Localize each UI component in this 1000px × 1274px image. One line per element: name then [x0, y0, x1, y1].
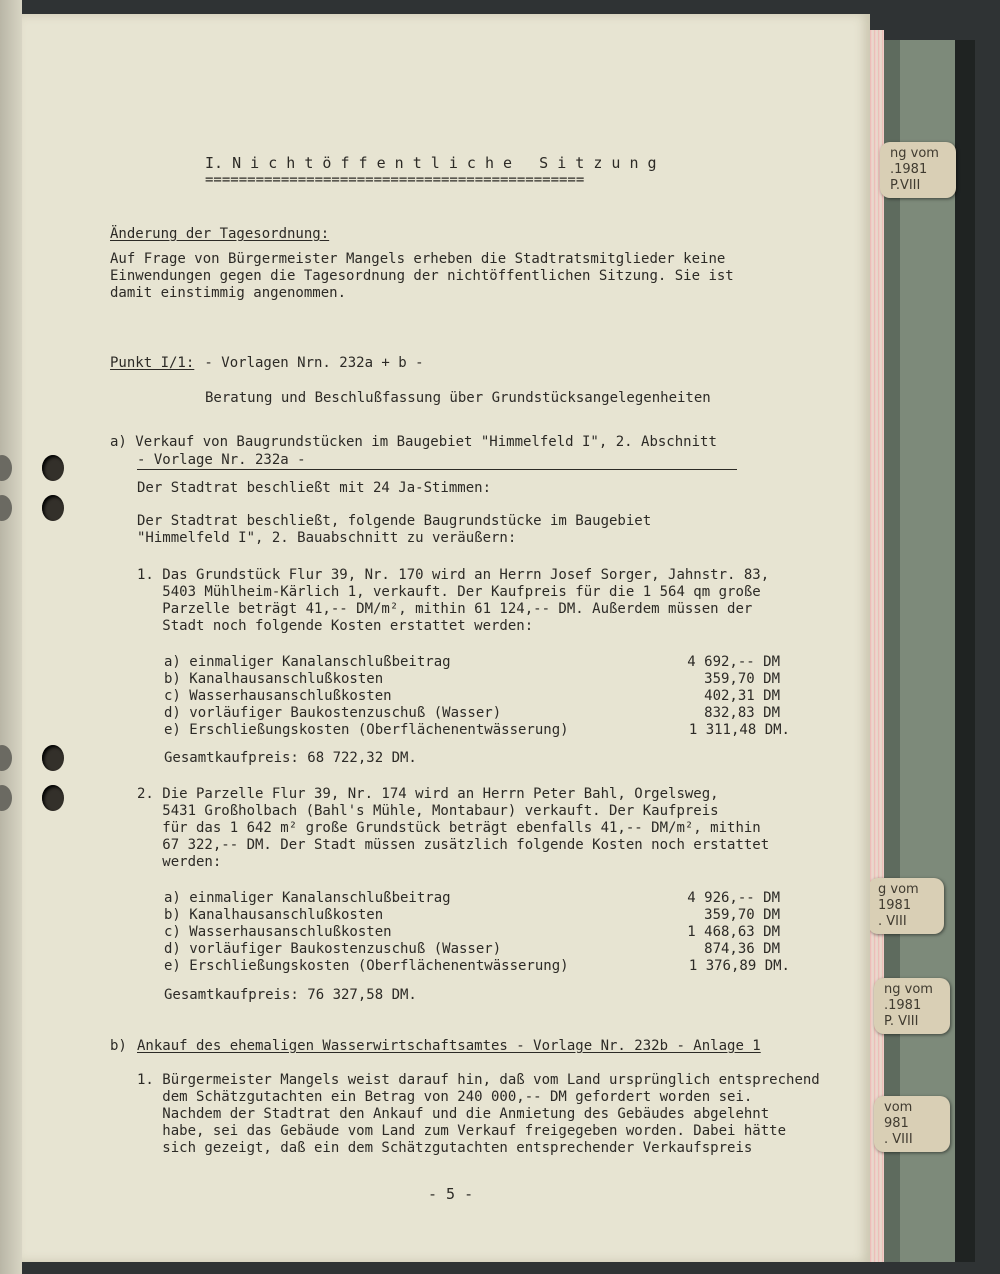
tab-line: vom — [884, 1100, 913, 1115]
cost-label: d) vorläufiger Baukostenzuschuß (Wasser) — [164, 705, 502, 721]
decision-text: Der Stadtrat beschließt, folgende Baugrundstücke im Baugebiet "Himmelfeld I", 2. Bauabschnitt zu veräußern: — [137, 513, 652, 546]
left-page-edge — [0, 0, 22, 1274]
section-b-prefix: b) — [110, 1038, 127, 1054]
cost-label: b) Kanalhausanschlußkosten — [164, 671, 384, 687]
item-2-text: 2. Die Parzelle Flur 39, Nr. 174 wird an Herrn Peter Bahl, Orgelsweg, 5431 Großholbach (Bahl's Mühle, Montabaur) verkauft. Der Kaufpreis für das 1 642 m² große Grundstück beträgt ebenfalls 41,-- DM/m², mithin 67 322,-- DM. Der Stadt müssen zusätzlich folgende Kosten noch erstattet werden: — [137, 786, 770, 870]
title-double-rule: ============================================= — [205, 172, 585, 188]
punkt-subtitle: Beratung und Beschlußfassung über Grundstücksangelegenheiten — [205, 390, 711, 406]
punch-hole — [42, 745, 64, 771]
cost-label: a) einmaliger Kanalanschlußbeitrag — [164, 654, 451, 670]
punch-hole — [42, 495, 64, 521]
tab-line: .1981 — [890, 162, 928, 177]
agenda-change-body: Auf Frage von Bürgermeister Mangels erheben die Stadtratsmitglieder keine Einwendungen gegen die Tagesordnung der nichtöffentlichen Sitzung. Sie ist damit einstimmig angenommen. — [110, 251, 734, 301]
cost-amount: 1 468,63 DM — [687, 924, 780, 940]
tab-line: .1981 — [884, 998, 922, 1013]
cost-amount: 1 311,48 DM. — [688, 722, 790, 738]
cost-amount: 359,70 DM — [704, 907, 780, 923]
cost-amount: 1 376,89 DM. — [688, 958, 790, 974]
index-tab[interactable] — [880, 142, 956, 198]
cost-amount: 359,70 DM — [704, 671, 780, 687]
vote-result: Der Stadtrat beschließt mit 24 Ja-Stimmen: — [137, 480, 492, 496]
tab-line: . VIII — [884, 1132, 913, 1147]
cost-amount: 874,36 DM — [704, 941, 780, 957]
item-1-total: Gesamtkaufpreis: 68 722,32 DM. — [164, 750, 417, 766]
index-tab[interactable] — [874, 1096, 950, 1152]
binder-spine — [900, 40, 960, 1262]
cost-label: e) Erschließungskosten (Oberflächenentwässerung) — [164, 958, 569, 974]
left-page-hole — [0, 785, 12, 811]
page-number: - 5 - — [428, 1185, 474, 1203]
cost-amount: 832,83 DM — [704, 705, 780, 721]
punch-hole — [42, 785, 64, 811]
left-page-hole — [0, 495, 12, 521]
section-b-item-1-text: 1. Bürgermeister Mangels weist darauf hin, daß vom Land ursprünglich entsprechend dem Schätzgutachten ein Betrag von 240 000,-- DM gefordert worden sei. Nachdem der Stadtrat den Ankauf und die Anmietung des Gebäudes abgelehnt habe, sei das Gebäude vom Land zum Verkauf freigegeben worden. Dabei hätte sich gezeigt, daß ein dem Schätzgutachten entsprechender Verkaufspreis — [137, 1072, 820, 1156]
session-title: I. N i c h t ö f f e n t l i c h e S i t z u n g — [205, 154, 657, 172]
punch-hole — [42, 455, 64, 481]
tab-line: P. VIII — [884, 1014, 919, 1029]
tab-line: ng vom — [884, 982, 933, 997]
tab-line: . VIII — [878, 914, 907, 929]
tab-line: 1981 — [878, 898, 912, 913]
cost-amount: 4 692,-- DM — [687, 654, 780, 670]
left-page-hole — [0, 745, 12, 771]
section-a-heading: a) Verkauf von Baugrundstücken im Baugebiet "Himmelfeld I", 2. Abschnitt — [110, 434, 717, 450]
tab-line: ng vom — [890, 146, 939, 161]
cost-label: d) vorläufiger Baukostenzuschuß (Wasser) — [164, 941, 502, 957]
punkt-title: - Vorlagen Nrn. 232a + b - — [196, 355, 424, 371]
left-page-hole — [0, 455, 12, 481]
cost-label: c) Wasserhausanschlußkosten — [164, 688, 392, 704]
cost-label: e) Erschließungskosten (Oberflächenentwässerung) — [164, 722, 569, 738]
item-2-total: Gesamtkaufpreis: 76 327,58 DM. — [164, 987, 417, 1003]
section-a-underline — [137, 469, 737, 470]
tab-line: 981 — [884, 1116, 909, 1131]
section-a-subheading: - Vorlage Nr. 232a - — [137, 452, 306, 468]
index-tab[interactable] — [874, 978, 950, 1034]
agenda-change-heading: Änderung der Tagesordnung: — [110, 226, 330, 242]
punkt-label: Punkt I/1: — [110, 355, 195, 371]
tab-line: g vom — [878, 882, 919, 897]
section-b-heading: Ankauf des ehemaligen Wasserwirtschaftsamtes - Vorlage Nr. 232b - Anlage 1 — [137, 1038, 761, 1054]
cost-label: b) Kanalhausanschlußkosten — [164, 907, 384, 923]
cost-label: c) Wasserhausanschlußkosten — [164, 924, 392, 940]
tab-line: P.VIII — [890, 178, 921, 193]
cost-amount: 402,31 DM — [704, 688, 780, 704]
cost-label: a) einmaliger Kanalanschlußbeitrag — [164, 890, 451, 906]
item-1-text: 1. Das Grundstück Flur 39, Nr. 170 wird an Herrn Josef Sorger, Jahnstr. 83, 5403 Mühlheim-Kärlich 1, verkauft. Der Kaufpreis für die 1 564 qm große Parzelle beträgt 41,-- DM/m², mithin 61 124,-- DM. Außerdem müssen der Stadt noch folgende Kosten erstattet werden: — [137, 567, 770, 634]
index-tab[interactable] — [868, 878, 944, 934]
binder-edge — [955, 40, 975, 1262]
cost-amount: 4 926,-- DM — [687, 890, 780, 906]
